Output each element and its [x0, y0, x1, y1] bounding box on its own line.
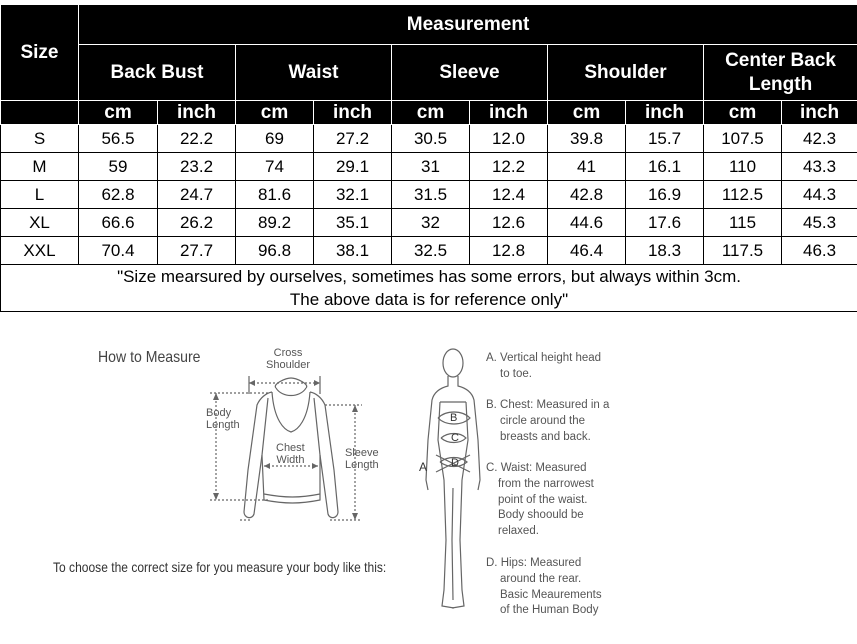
size-note-line-1: "Size mearsured by ourselves, sometimes has some errors, but always within 3cm.	[117, 267, 741, 286]
unit-header: inch	[158, 101, 236, 125]
value-cell: 17.6	[626, 209, 704, 237]
table-row	[1, 237, 857, 265]
value-cell: 26.2	[158, 209, 236, 237]
legend-b: B. Chest: Measured in a circle around the breasts and back.	[486, 399, 610, 443]
body-length-label: Body Length	[206, 407, 240, 431]
unit-header: cm	[392, 101, 470, 125]
value-cell: 27.7	[158, 237, 236, 265]
value-cell: 46.3	[782, 237, 857, 265]
value-cell: 24.7	[158, 181, 236, 209]
size-cell: XXL	[1, 237, 79, 265]
table-row	[1, 209, 857, 237]
value-cell: 66.6	[79, 209, 158, 237]
value-cell: 42.3	[782, 125, 857, 153]
value-cell: 46.4	[548, 237, 626, 265]
how-to-measure-title: How to Measure	[98, 349, 201, 366]
unit-header: inch	[782, 101, 857, 125]
value-cell: 96.8	[236, 237, 314, 265]
value-cell: 12.0	[470, 125, 548, 153]
unit-header: inch	[314, 101, 392, 125]
table-row	[1, 181, 857, 209]
value-cell: 70.4	[79, 237, 158, 265]
size-cell: XL	[1, 209, 79, 237]
value-cell: 32.5	[392, 237, 470, 265]
size-note	[1, 265, 857, 312]
size-cell: M	[1, 153, 79, 181]
table-row	[1, 125, 857, 153]
value-cell: 23.2	[158, 153, 236, 181]
legend-a: A. Vertical height head to toe.	[486, 352, 602, 380]
value-cell: 107.5	[704, 125, 782, 153]
value-cell: 31.5	[392, 181, 470, 209]
unit-header: cm	[79, 101, 158, 125]
value-cell: 35.1	[314, 209, 392, 237]
value-cell: 18.3	[626, 237, 704, 265]
unit-header: cm	[704, 101, 782, 125]
marker-c: C	[451, 432, 459, 444]
unit-header: inch	[470, 101, 548, 125]
group-header-back-bust: Back Bust	[79, 45, 236, 101]
size-unit-blank	[1, 101, 79, 125]
value-cell: 81.6	[236, 181, 314, 209]
group-header-shoulder: Shoulder	[548, 45, 704, 101]
group-header-sleeve: Sleeve	[392, 45, 548, 101]
legend-d: D. Hips: Measured around the rear. Basic Meaurements of the Human Body	[486, 557, 602, 617]
value-cell: 12.2	[470, 153, 548, 181]
size-chart-table	[0, 4, 857, 312]
marker-b: B	[450, 412, 458, 424]
value-cell: 27.2	[314, 125, 392, 153]
marker-a: A	[419, 460, 428, 474]
value-cell: 32	[392, 209, 470, 237]
value-cell: 43.3	[782, 153, 857, 181]
value-cell: 41	[548, 153, 626, 181]
value-cell: 12.4	[470, 181, 548, 209]
size-cell: L	[1, 181, 79, 209]
value-cell: 15.7	[626, 125, 704, 153]
chest-width-label: Chest Width	[276, 442, 305, 466]
table-row	[1, 153, 857, 181]
value-cell: 74	[236, 153, 314, 181]
value-cell: 38.1	[314, 237, 392, 265]
unit-header: cm	[236, 101, 314, 125]
marker-d: D	[451, 457, 459, 469]
value-cell: 12.8	[470, 237, 548, 265]
value-cell: 42.8	[548, 181, 626, 209]
size-rows	[1, 125, 857, 265]
size-header: Size	[1, 5, 79, 101]
group-header-waist: Waist	[236, 45, 392, 101]
value-cell: 115	[704, 209, 782, 237]
value-cell: 59	[79, 153, 158, 181]
value-cell: 32.1	[314, 181, 392, 209]
value-cell: 117.5	[704, 237, 782, 265]
unit-header: cm	[548, 101, 626, 125]
value-cell: 44.6	[548, 209, 626, 237]
value-cell: 89.2	[236, 209, 314, 237]
value-cell: 62.8	[79, 181, 158, 209]
value-cell: 16.9	[626, 181, 704, 209]
cross-shoulder-label: Cross Shoulder	[266, 347, 311, 371]
value-cell: 44.3	[782, 181, 857, 209]
measurement-header: Measurement	[79, 5, 857, 45]
size-note-line-2: The above data is for reference only"	[289, 290, 569, 309]
value-cell: 56.5	[79, 125, 158, 153]
value-cell: 69	[236, 125, 314, 153]
value-cell: 45.3	[782, 209, 857, 237]
value-cell: 16.1	[626, 153, 704, 181]
value-cell: 39.8	[548, 125, 626, 153]
value-cell: 112.5	[704, 181, 782, 209]
value-cell: 30.5	[392, 125, 470, 153]
sleeve-length-label: Sleeve Length	[345, 447, 379, 471]
legend-c: C. Waist: Measured from the narrowest point of the waist. Body shoould be relaxed.	[486, 462, 594, 538]
size-cell: S	[1, 125, 79, 153]
value-cell: 22.2	[158, 125, 236, 153]
value-cell: 110	[704, 153, 782, 181]
value-cell: 12.6	[470, 209, 548, 237]
value-cell: 31	[392, 153, 470, 181]
group-header-center-back-length: Center Back Length	[704, 45, 857, 101]
value-cell: 29.1	[314, 153, 392, 181]
measure-instruction: To choose the correct size for you measure your body like this:	[53, 559, 387, 575]
unit-header: inch	[626, 101, 704, 125]
